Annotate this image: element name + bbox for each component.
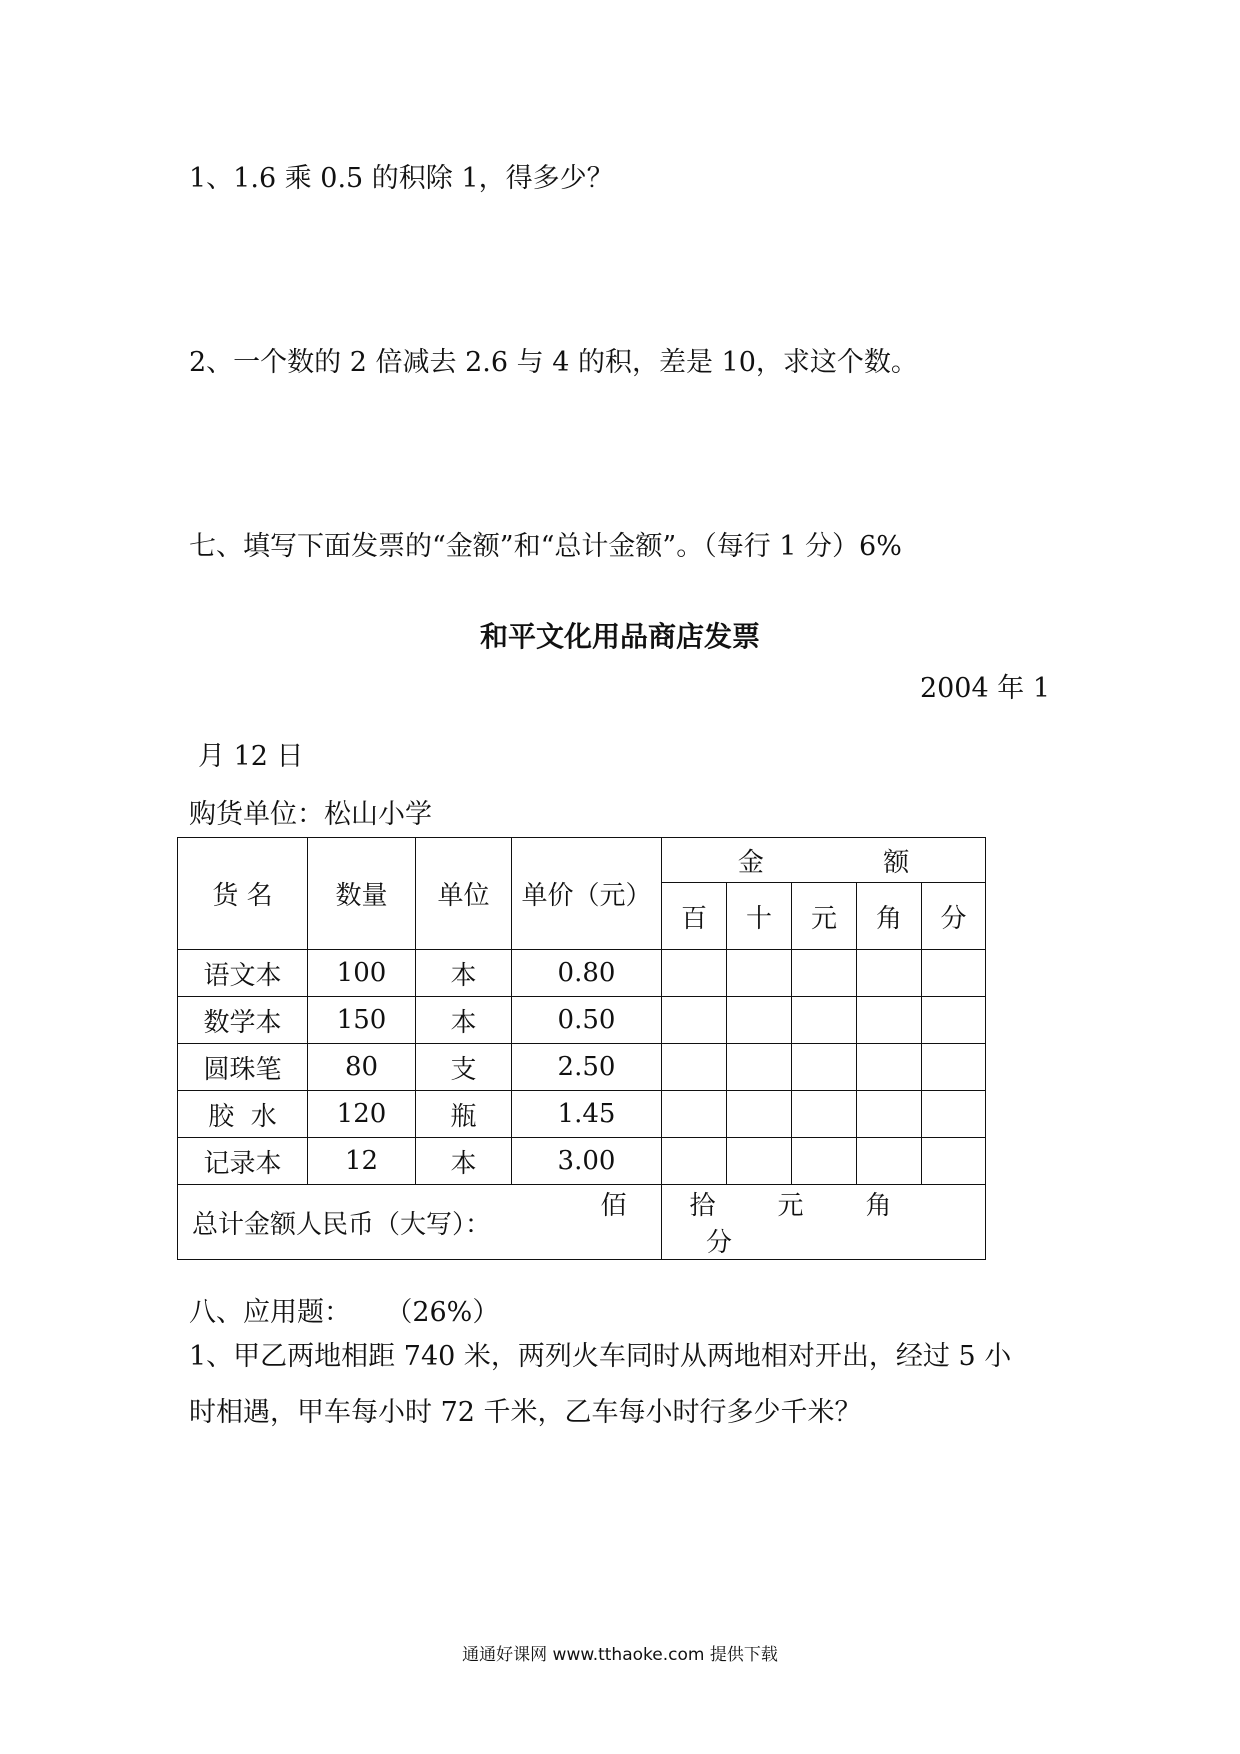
amount-cell[interactable] [857, 950, 922, 997]
amount-cell[interactable] [727, 997, 792, 1044]
amount-cell[interactable] [922, 1091, 986, 1138]
row-name: 圆珠笔 [178, 1044, 308, 1091]
row-price: 1.45 [512, 1091, 662, 1138]
amount-cell[interactable] [662, 1091, 727, 1138]
row-name: 数学本 [178, 997, 308, 1044]
row-unit: 本 [416, 1138, 512, 1185]
invoice-date-part2: 月 12 日 [198, 741, 304, 772]
total-unit-bai: 佰 [600, 1191, 627, 1221]
amount-cell[interactable] [857, 1138, 922, 1185]
amount-cell[interactable] [792, 950, 857, 997]
amount-cell[interactable] [662, 997, 727, 1044]
row-unit: 本 [416, 997, 512, 1044]
amount-cell[interactable] [792, 997, 857, 1044]
header-amount [662, 838, 986, 883]
invoice-table [177, 837, 986, 1260]
amount-cell[interactable] [662, 1044, 727, 1091]
total-unit-fen: 分 [705, 1228, 732, 1258]
invoice-title: 和平文化用品商店发票 [479, 620, 760, 653]
row-name: 语文本 [178, 950, 308, 997]
total-label: 总计金额人民币（大写）： [178, 1185, 662, 1260]
total-units[interactable] [600, 1185, 986, 1260]
amount-cell[interactable] [792, 1138, 857, 1185]
row-price: 3.00 [512, 1138, 662, 1185]
row-name: 记录本 [178, 1138, 308, 1185]
table-row [178, 1044, 986, 1091]
amount-cell[interactable] [792, 1044, 857, 1091]
amount-cell[interactable] [727, 950, 792, 997]
table-row [178, 1091, 986, 1138]
table-row [178, 1138, 986, 1185]
invoice-date-part1: 2004 年 1 [919, 673, 1050, 704]
header-unit: 单位 [416, 838, 512, 950]
amount-cell[interactable] [922, 1044, 986, 1091]
header-sub-tens: 十 [727, 883, 792, 950]
row-qty: 150 [308, 997, 416, 1044]
total-row [178, 1185, 986, 1260]
row-unit: 支 [416, 1044, 512, 1091]
header-qty: 数量 [308, 838, 416, 950]
row-unit: 瓶 [416, 1091, 512, 1138]
invoice-buyer: 购货单位：松山小学 [189, 799, 432, 830]
question-1: 1、1.6 乘 0.5 的积除 1，得多少？ [189, 163, 614, 194]
row-price: 0.50 [512, 997, 662, 1044]
header-sub-hundreds: 百 [662, 883, 727, 950]
table-row [178, 950, 986, 997]
amount-cell[interactable] [857, 1044, 922, 1091]
total-unit-yuan: 元 [777, 1191, 804, 1221]
section-8-question-1-line-1: 1、甲乙两地相距 740 米，两列火车同时从两地相对开出，经过 5 小 [189, 1341, 1012, 1372]
header-amount-left: 金 [737, 847, 764, 878]
header-price: 单价（元） [512, 838, 662, 950]
header-sub-fen: 分 [922, 883, 986, 950]
amount-cell[interactable] [792, 1091, 857, 1138]
row-price: 2.50 [512, 1044, 662, 1091]
amount-cell[interactable] [662, 950, 727, 997]
amount-cell[interactable] [727, 1091, 792, 1138]
header-amount-right: 额 [883, 847, 910, 878]
header-sub-jiao: 角 [857, 883, 922, 950]
row-qty: 12 [308, 1138, 416, 1185]
row-qty: 100 [308, 950, 416, 997]
amount-cell[interactable] [922, 1138, 986, 1185]
header-sub-yuan: 元 [792, 883, 857, 950]
header-name: 货 名 [178, 838, 308, 950]
section-8-heading: 八、应用题： （26%） [189, 1297, 500, 1328]
amount-cell[interactable] [727, 1044, 792, 1091]
row-qty: 80 [308, 1044, 416, 1091]
section-8-question-1-line-2: 时相遇，甲车每小时 72 千米，乙车每小时行多少千米？ [189, 1397, 862, 1428]
table-row [178, 997, 986, 1044]
footer: 通通好课网 www.tthaoke.com 提供下载 [462, 1645, 778, 1665]
total-unit-jiao: 角 [865, 1191, 892, 1221]
section-7-heading: 七、填写下面发票的“金额”和“总计金额”。（每行 1 分）6% [189, 531, 902, 562]
row-name: 胶 水 [178, 1091, 308, 1138]
amount-cell[interactable] [727, 1138, 792, 1185]
row-qty: 120 [308, 1091, 416, 1138]
amount-cell[interactable] [857, 1091, 922, 1138]
row-price: 0.80 [512, 950, 662, 997]
amount-cell[interactable] [857, 997, 922, 1044]
total-unit-shi: 拾 [689, 1191, 716, 1221]
amount-cell[interactable] [922, 950, 986, 997]
question-2: 2、一个数的 2 倍减去 2.6 与 4 的积，差是 10，求这个数。 [189, 347, 918, 378]
amount-cell[interactable] [662, 1138, 727, 1185]
amount-cell[interactable] [922, 997, 986, 1044]
row-unit: 本 [416, 950, 512, 997]
